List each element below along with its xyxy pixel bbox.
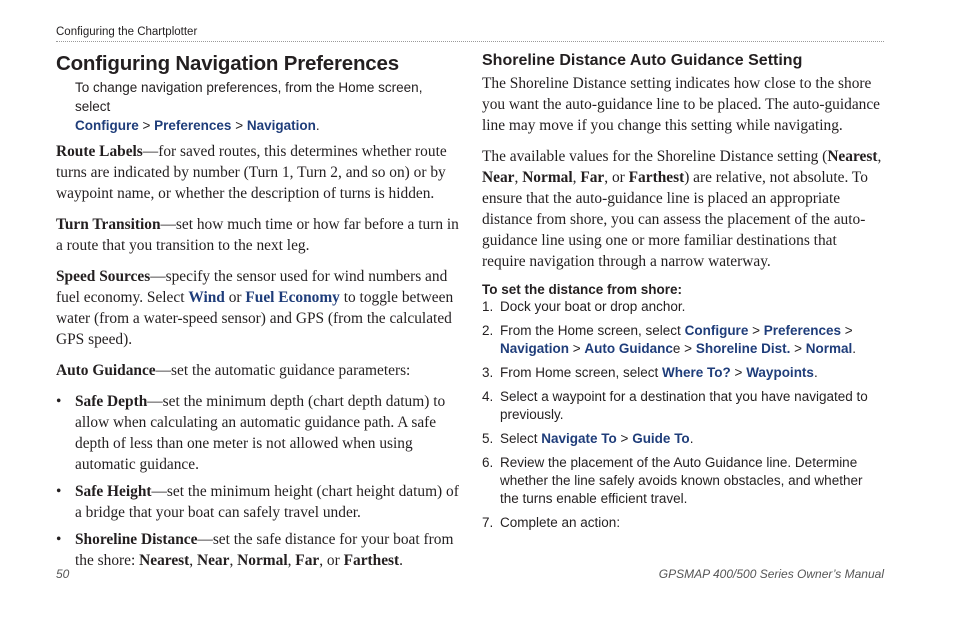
section-title: Configuring Navigation Preferences [56,52,399,75]
step-6: 6. Review the placement of the Auto Guidance line. Determine whether the line safely avoids known obstacles, and whether the turns enable efficient travel. [482,455,863,506]
procedure-title: To set the distance from shore: [482,282,683,297]
configure-link[interactable]: Configure [684,323,749,338]
navigation-link[interactable]: Navigation [500,341,570,356]
page-number: 50 [56,567,70,581]
list-item-shoreline-distance: • Shoreline Distance—set the safe distance for your boat from the shore: Nearest, Near, Normal, Far, or Farthest. [56,531,454,569]
shoreline-values-paragraph: The available values for the Shoreline Distance setting (Nearest, Near, Normal, Far, or Farthest) are relative, not absolute. To ensure that the auto-guidance line is placed an appropriate distance from shore, you can assess the placement of the auto-guidance line using one or more familiar destinations that require navigation through a narrow waterway. [482,148,882,270]
running-header: Configuring the Chartplotter [56,26,198,38]
step-3: 3. From Home screen, select Where To? > Waypoints. [482,365,818,380]
step-7: 7. Complete an action: [482,515,621,530]
subsection-title: Shoreline Distance Auto Guidance Setting [482,52,803,69]
shoreline-dist-link[interactable]: Shoreline Dist. [695,341,791,356]
step-2: 2. From the Home screen, select Configure > Preferences > Navigation > Auto Guidance > Shoreline Dist. > Normal. [482,323,857,356]
procedure-steps [482,298,884,532]
where-to-link[interactable]: Where To? [662,365,731,380]
left-column [56,52,460,577]
step-5: 5. Select Navigate To > Guide To. [482,431,694,446]
bullet-icon: • [56,393,62,410]
shoreline-description: The Shoreline Distance setting indicates how close to the shore you want the auto-guidance line to be placed. The auto-guidance line may move if you change this setting while navigating. [482,75,881,134]
bullet-icon: • [56,483,62,500]
waypoints-link[interactable]: Waypoints [746,365,814,380]
guide-to-link[interactable]: Guide To [632,431,690,446]
manual-title: GPSMAP 400/500 Series Owner’s Manual [658,567,884,581]
speed-sources-paragraph: Speed Sources—specify the sensor used for wind numbers and fuel economy. Select Wind or Fuel Economy to toggle between water (from a water-speed sensor) and GPS (from the calculated GPS speed). [56,268,454,348]
step-1: 1. Dock your boat or drop anchor. [482,299,686,314]
auto-guidance-list [56,391,460,571]
configure-link[interactable]: Configure [75,118,139,133]
header-divider [56,41,884,42]
list-item-safe-depth: • Safe Depth—set the minimum depth (chart depth datum) to allow when calculating an automatic guidance path. A safe depth of less than one meter is not allowed when using automatic guidance. [56,393,446,473]
navigation-link[interactable]: Navigation [246,118,316,133]
preferences-link[interactable]: Preferences [154,118,232,133]
auto-guidance-link[interactable]: Auto Guidance [584,341,681,356]
preferences-link[interactable]: Preferences [763,323,842,338]
wind-option: Wind [188,289,225,306]
fuel-economy-option: Fuel Economy [245,289,340,306]
navigate-to-link[interactable]: Navigate To [541,431,617,446]
normal-link[interactable]: Normal [805,341,853,356]
right-column [482,52,884,538]
turn-transition-paragraph: Turn Transition—set how much time or how far before a turn in a route that you transition to the next leg. [56,216,459,254]
step-4: 4. Select a waypoint for a destination that you have navigated to previously. [482,389,868,422]
auto-guidance-paragraph: Auto Guidance—set the automatic guidance parameters: [56,362,411,379]
bullet-icon: • [56,531,62,548]
intro-instruction: To change navigation preferences, from the Home screen, select Configure > Preferences > Navigation. [75,80,423,133]
route-labels-paragraph: Route Labels—for saved routes, this determines whether route turns are indicated by number (Turn 1, Turn 2, and so on) or by waypoint name, or whether the description of turns is hidden. [56,143,447,202]
list-item-safe-height: • Safe Height—set the minimum height (chart height datum) of a bridge that your boat can safely travel under. [56,483,459,521]
